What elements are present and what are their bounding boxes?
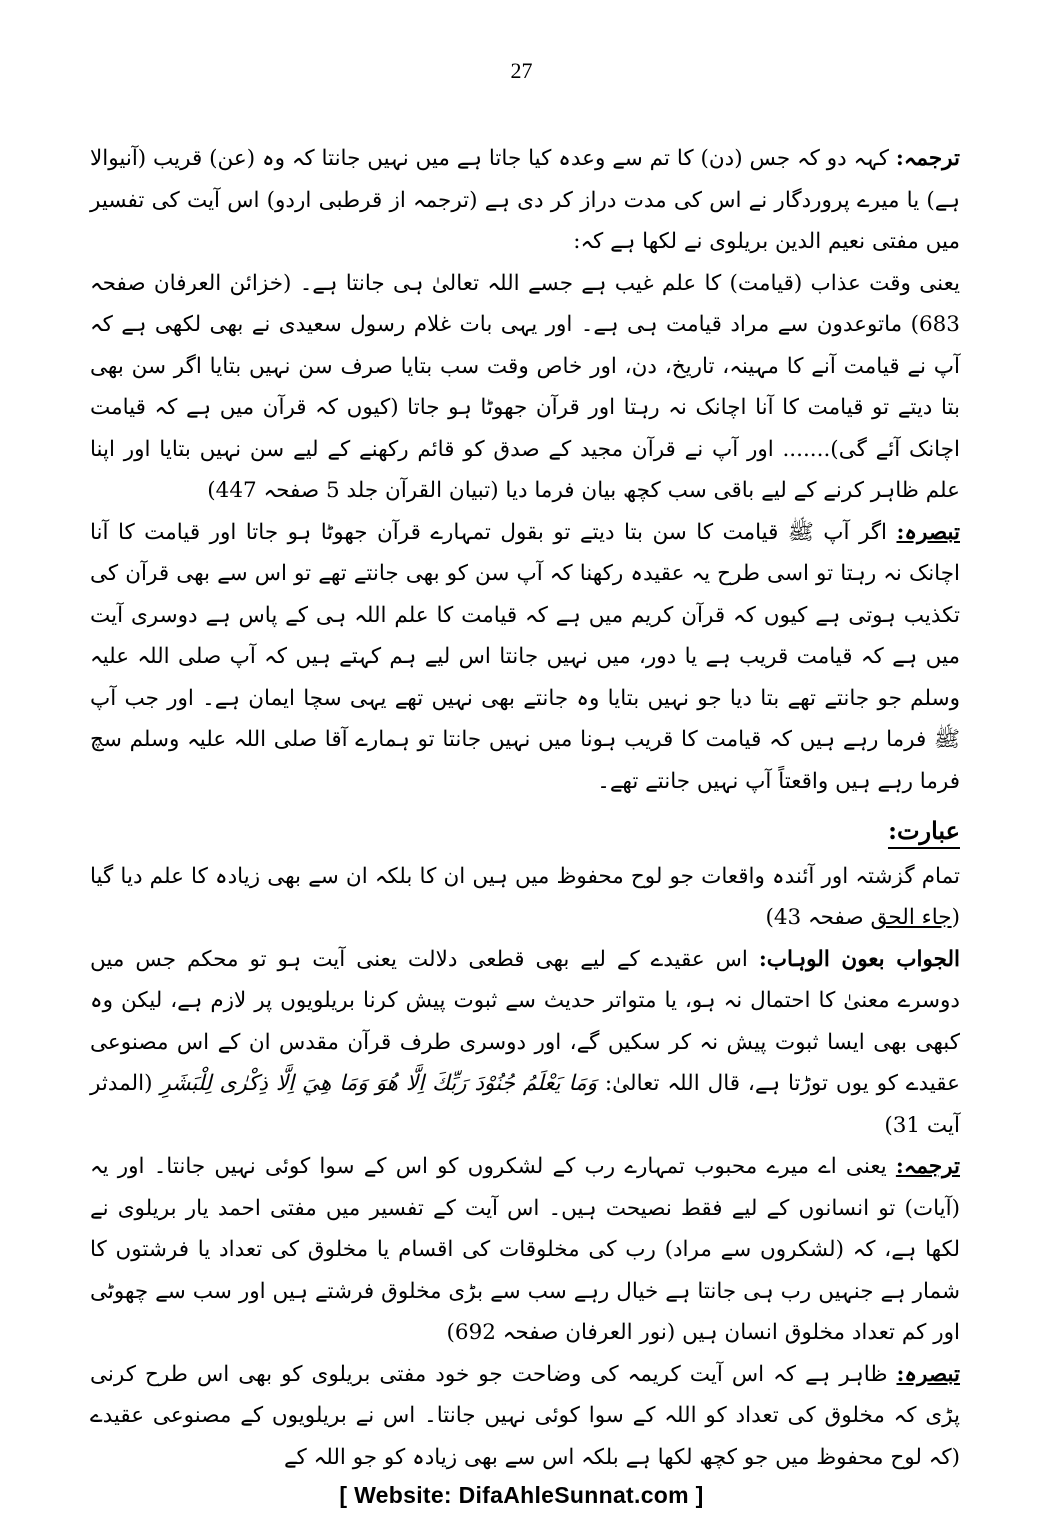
footer-website: [ Website: DifaAhleSunnat.com ] (339, 1482, 704, 1508)
paragraph-tabsira-2 (90, 1354, 960, 1479)
jawab-label: الجواب بعون الوہاب: (758, 946, 960, 972)
paragraph-text: کہہ دو کہ جس (دن) کا تم سے وعدہ کیا جاتا ہے میں نہیں جانتا کہ وہ (عن) قریب (آنیوالا ہے) یا میرے پروردگار نے اس کی مدت دراز کر دی ہے (ترجمہ از قرطبی اردو) اس آیت کی تفسیر میں مفتی نعیم الدین بریلوی نے لکھا ہے کہ: (90, 146, 960, 254)
jawab-text: اس عقیدے کے لیے بھی قطعی دلالت یعنی آیت ہو تو محکم جس میں دوسرے معنیٰ کا احتمال نہ ہو، یا متواتر حدیث سے ثبوت پیش کرنا بریلویوں پر لازم ہے، لیکن وہ کبھی بھی ایسا ثبوت پیش نہ کر سکیں گے، اور دوسری طرف قرآن مقدس ان کے اس مصنوعی عقیدے کو یوں توڑتا ہے، قال اللہ تعالیٰ: (90, 946, 961, 1096)
page-body (90, 138, 960, 1478)
ibarat-ref-page: صفحہ 43) (765, 905, 871, 930)
verse-reference: (المدثر آیت 31) (90, 1071, 960, 1138)
paragraph-label: تبصرہ: (896, 1361, 960, 1387)
paragraph-text: یعنی اے میرے محبوب تمہارے رب کے لشکروں کو اس کے سوا کوئی نہیں جانتا۔ اور یہ (آیات) تو انسانوں کے لیے فقط نصیحت ہیں۔ اس آیت کے تفسیر میں مفتی احمد یار بریلوی نے لکھا ہے، کہ (لشکروں سے مراد) رب کی مخلوقات کی اقسام یا مخلوق کی تعداد یا فرشتوں کا شمار ہے جنہیں رب ہی جانتا ہے خیال رہے سب سے بڑی مخلوق فرشتے ہیں اور سب سے چھوٹی اور کم تعداد مخلوق انسان ہیں (نور العرفان صفحہ 692) (90, 1154, 960, 1345)
paragraph-text: ظاہر ہے کہ اس آیت کریمہ کی وضاحت جو خود مفتی بریلوی کو بھی اس طرح کرنی پڑی کہ مخلوق کی تعداد کو اللہ کے سوا کوئی نہیں جانتا۔ اس نے بریلویوں کے مصنوعی عقیدے (کہ لوح محفوظ میں جو کچھ لکھا ہے بلکہ اس سے بھی زیادہ کو جو اللہ کے (90, 1361, 960, 1470)
paragraph-label: ترجمہ: (895, 146, 960, 171)
ibarat-ref-book: جاء الحق (870, 905, 952, 930)
paragraph-label: تبصرہ: (896, 519, 960, 545)
page-number: 27 (510, 58, 533, 83)
paragraph-ibarat (90, 856, 960, 939)
paragraph-tarjuma-2 (90, 1146, 960, 1354)
ibarat-text: تمام گزشتہ اور آئندہ واقعات جو لوح محفوظ میں ہیں ان کا بلکہ ان سے بھی زیادہ کا علم دیا گیا ( (90, 863, 960, 930)
paragraph-tabsira-1 (90, 512, 960, 803)
paragraph-quote (90, 263, 960, 512)
paragraph-text: اگر آپ ﷺ قیامت کا سن بتا دیتے تو بقول تمہارے قرآن جھوٹا ہو جاتا اور قیامت کا آنا اچانک نہ رہتا تو اسی طرح یہ عقیدہ رکھنا کہ آپ سن کو بھی جانتے تھے تو اس سے بھی قرآن کی تکذیب ہوتی ہے کیوں کہ قرآن کریم میں ہے کہ قیامت کا علم اللہ ہی کے پاس ہے دوسری آیت میں ہے کہ قیامت قریب ہے یا دور، میں نہیں جانتا اس لیے ہم کہتے ہیں کہ آپ صلی اللہ علیہ وسلم جو جانتے تھے بتا دیا جو نہیں بتایا وہ جانتے بھی نہیں تھے یہی سچا ایمان ہے۔ اور جب آپ ﷺ فرما رہے ہیں کہ قیامت کا قریب ہونا میں نہیں جانتا تو ہمارے آقا صلی اللہ علیہ وسلم سچ فرما رہے ہیں واقعتاً آپ نہیں جانتے تھے۔ (90, 519, 960, 794)
paragraph-text: یعنی وقت عذاب (قیامت) کا علم غیب ہے جسے اللہ تعالیٰ ہی جانتا ہے۔ (خزائن العرفان صفحہ 683) ماتوعدون سے مراد قیامت ہی ہے۔ اور یہی بات غلام رسول سعیدی نے بھی لکھی ہے کہ آپ نے قیامت آنے کا مہینہ، تاریخ، دن، اور خاص وقت سب بتایا صرف سن نہیں بتایا اگر سن بھی بتا دیتے تو قیامت کا آنا اچانک نہ رہتا اور قرآن جھوٹا ہو جاتا (کیوں کہ قرآن میں ہے کہ قیامت اچانک آئے گی)....... اور آپ نے قرآن مجید کے صدق کو قائم رکھنے کے لیے سن نہیں بتایا اور اپنا علم ظاہر کرنے کے لیے باقی سب کچھ بیان فرما دیا (تبیان القرآن جلد 5 صفحہ 447) (90, 270, 960, 503)
section-heading: عبارت: (90, 810, 960, 852)
paragraph-label: ترجمہ: (895, 1154, 960, 1179)
paragraph-jawab (90, 939, 960, 1147)
paragraph-tarjuma-1 (90, 138, 960, 263)
quran-verse: وَمَا يَعْلَمُ جُنُوْدَ رَبِّكَ اِلَّا هُوَ وَمَا هِيَ اِلَّا ذِكْرٰى لِلْبَشَرِ (160, 1071, 597, 1096)
